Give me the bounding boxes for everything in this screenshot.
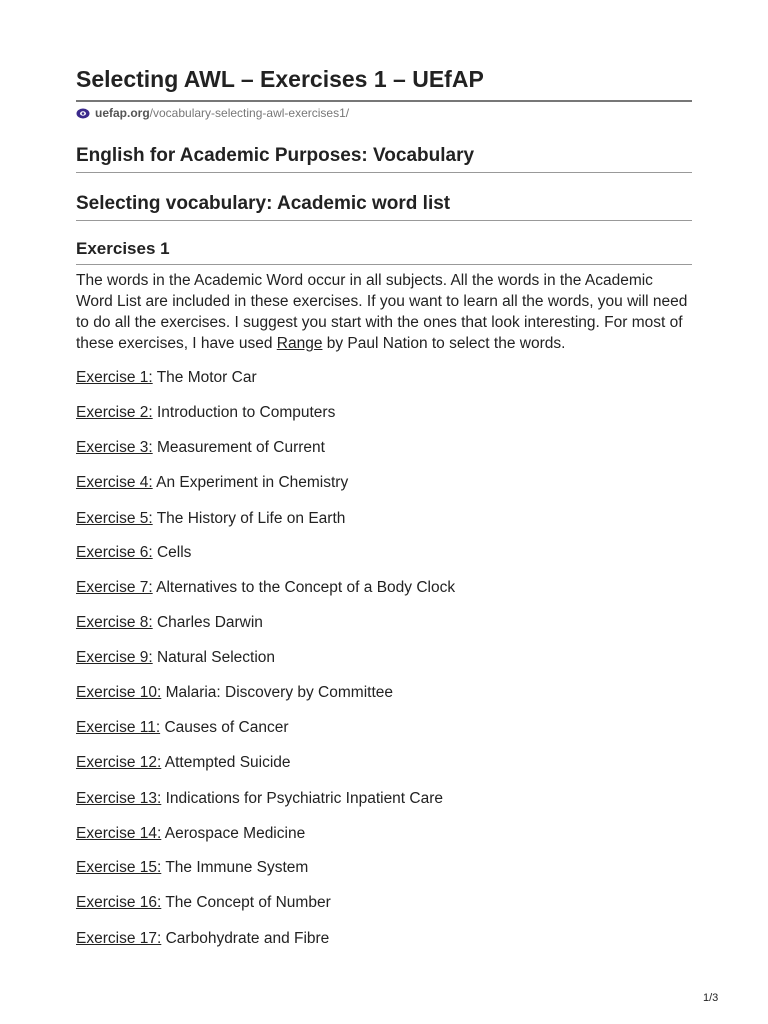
exercise-item [76, 930, 329, 948]
exercise-link[interactable]: Exercise 16: [76, 894, 162, 911]
exercise-title: The History of Life on Earth [152, 510, 346, 527]
section-heading-vocabulary: English for Academic Purposes: Vocabulary [76, 145, 475, 166]
exercise-item [76, 719, 289, 737]
exercise-item [76, 614, 263, 632]
section-heading-awl: Selecting vocabulary: Academic word list [76, 193, 451, 214]
exercise-title: Measurement of Current [152, 439, 325, 456]
exercise-item [76, 825, 305, 843]
exercise-item [76, 684, 393, 702]
exercise-title: The Motor Car [152, 369, 257, 386]
exercise-link[interactable]: Exercise 1: [76, 369, 153, 386]
exercise-title: The Concept of Number [161, 894, 331, 911]
exercise-item [76, 790, 443, 808]
exercise-link[interactable]: Exercise 13: [76, 790, 162, 807]
exercise-item [76, 754, 291, 772]
exercise-item [76, 369, 257, 387]
exercise-link[interactable]: Exercise 11: [76, 719, 161, 736]
section-heading-exercises: Exercises 1 [76, 239, 170, 258]
exercise-title: Indications for Psychiatric Inpatient Care [161, 790, 444, 807]
section-divider [76, 264, 692, 265]
exercise-item [76, 510, 345, 528]
exercise-link[interactable]: Exercise 2: [76, 404, 153, 421]
exercise-item [76, 859, 308, 877]
exercise-title: Attempted Suicide [161, 754, 291, 771]
exercise-title: Natural Selection [152, 649, 276, 666]
range-link[interactable]: Range [276, 335, 323, 352]
document-title: Selecting AWL – Exercises 1 – UEfAP [76, 66, 484, 92]
intro-paragraph [76, 270, 692, 354]
url-domain: uefap.org [95, 106, 150, 120]
exercise-link[interactable]: Exercise 5: [76, 510, 153, 527]
exercise-title: The Immune System [161, 859, 309, 876]
exercise-link[interactable]: Exercise 9: [76, 649, 153, 666]
intro-text-end: by Paul Nation to select the words. [322, 335, 566, 352]
exercise-link[interactable]: Exercise 3: [76, 439, 153, 456]
exercise-title: Aerospace Medicine [161, 825, 306, 842]
exercise-link[interactable]: Exercise 4: [76, 474, 153, 491]
exercise-title: Cells [152, 544, 192, 561]
source-url[interactable] [76, 106, 349, 120]
section-divider [76, 172, 692, 173]
exercise-item [76, 544, 191, 562]
exercise-title: Introduction to Computers [152, 404, 336, 421]
exercise-link[interactable]: Exercise 8: [76, 614, 153, 631]
exercise-item [76, 649, 275, 667]
url-path: /vocabulary-selecting-awl-exercises1/ [149, 106, 350, 120]
exercise-link[interactable]: Exercise 6: [76, 544, 153, 561]
exercise-item [76, 579, 455, 597]
exercise-link[interactable]: Exercise 10: [76, 684, 162, 701]
exercise-link[interactable]: Exercise 7: [76, 579, 153, 596]
intro-text: The words in the Academic Word occur in all subjects. All the words in the Academic Word List are included in these exercises. If you want to learn all the words, you will need to do all the exercises. I suggest you start with the ones that look interesting. For most of these exercises, I have used [76, 272, 688, 352]
section-divider [76, 220, 692, 221]
exercise-link[interactable]: Exercise 15: [76, 859, 162, 876]
site-favicon-icon [76, 108, 90, 119]
exercise-title: Carbohydrate and Fibre [161, 930, 330, 947]
exercise-title: Causes of Cancer [160, 719, 289, 736]
exercise-item [76, 439, 325, 457]
exercise-link[interactable]: Exercise 14: [76, 825, 162, 842]
exercise-item [76, 894, 331, 912]
exercise-title: Charles Darwin [152, 614, 263, 631]
exercise-item [76, 474, 348, 492]
title-divider [76, 100, 692, 102]
exercise-link[interactable]: Exercise 12: [76, 754, 162, 771]
page-number: 1/3 [703, 992, 719, 1004]
exercise-item [76, 404, 335, 422]
exercise-link[interactable]: Exercise 17: [76, 930, 162, 947]
exercise-title: Malaria: Discovery by Committee [161, 684, 393, 701]
exercise-title: Alternatives to the Concept of a Body Clock [152, 579, 456, 596]
exercise-title: An Experiment in Chemistry [152, 474, 349, 491]
